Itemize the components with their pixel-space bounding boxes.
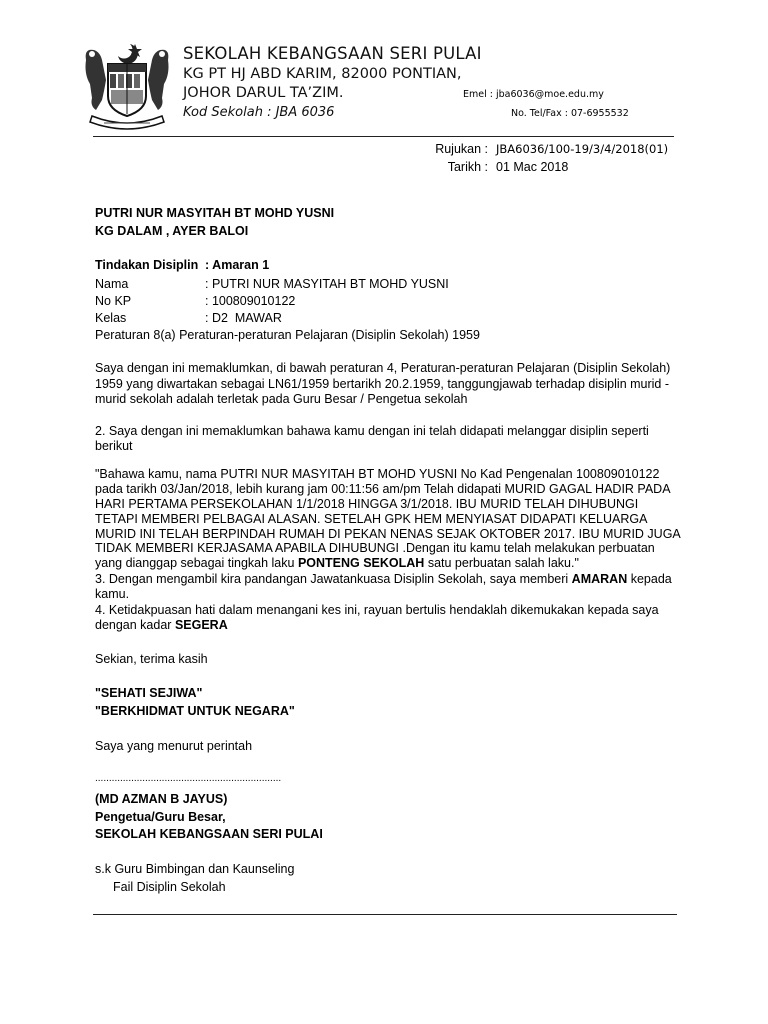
school-name: SEKOLAH KEBANGSAAN SERI PULAI — [183, 44, 482, 63]
quote-line6: TIDAK MEMBERI KERJASAMA APABILA DIHUBUNGI .Dengan itu kamu telah melakukan perbuatan — [95, 541, 655, 555]
closing-thanks: Sekian, terima kasih — [95, 652, 208, 666]
para4-line1: 4. Ketidakpuasan hati dalam menangani kes ini, rayuan bertulis hendaklah dikemukakan kepada saya — [95, 603, 659, 617]
rujukan-label: Rujukan : — [435, 142, 488, 156]
para3-text: 3. Dengan mengambil kira pandangan Jawatankuasa Disiplin Sekolah, saya memberi — [95, 572, 572, 586]
kp-value: : 100809010122 — [205, 294, 296, 308]
quote-line3: HARI PERTAMA PERSEKOLAHAN 1/1/2018 HINGGA 3/1/2018. IBU MURID TELAH DIHUBUNGI — [95, 497, 639, 511]
quote-line5: MURID INI TELAH BERPINDAH RUMAH DI PEKAN NENAS SEJAK OKTOBER 2017. IBU MURID JUGA — [95, 527, 681, 541]
rujukan-value: JBA6036/100-19/3/4/2018(01) — [496, 142, 669, 156]
cc-line1: s.k Guru Bimbingan dan Kaunseling — [95, 862, 295, 876]
quote-line1: "Bahawa kamu, nama PUTRI NUR MASYITAH BT MOHD YUSNI No Kad Pengenalan 100809010122 — [95, 467, 660, 481]
para1-line2: 1959 yang diwartakan sebagai LN61/1959 bertarikh 20.2.1959, tanggungjawab terhadap disiplin murid - — [95, 377, 670, 391]
quote-line4: TETAPI MEMBERI PELBAGAI ALASAN. SETELAH GPK HEM MENYIASAT DIDAPATI KELUARGA — [95, 512, 648, 526]
name-value: : PUTRI NUR MASYITAH BT MOHD YUSNI — [205, 277, 449, 291]
para4-line2 — [95, 618, 228, 634]
footer-divider — [93, 914, 677, 915]
school-address-line1: KG PT HJ ABD KARIM, 82000 PONTIAN, — [183, 66, 462, 82]
para2-line2: berikut — [95, 439, 133, 453]
school-email: Emel : jba6036@moe.edu.my — [463, 89, 604, 100]
signer-name: (MD AZMAN B JAYUS) — [95, 792, 228, 806]
school-code: Kod Sekolah : JBA 6036 — [183, 105, 335, 120]
recipient-address: KG DALAM , AYER BALOI — [95, 224, 249, 238]
quote-line7-text: yang dianggap sebagai tingkah laku — [95, 556, 298, 570]
header-divider — [93, 136, 674, 137]
para1-line3: murid sekolah adalah terletak pada Guru Besar / Pengetua sekolah — [95, 392, 468, 406]
school-phone: No. Tel/Fax : 07-6955532 — [511, 108, 629, 119]
action-value: : Amaran 1 — [205, 258, 270, 272]
action-label: Tindakan Disiplin — [95, 258, 199, 272]
cc-line2: Fail Disiplin Sekolah — [113, 880, 226, 894]
recipient-name: PUTRI NUR MASYITAH BT MOHD YUSNI — [95, 206, 335, 220]
quote-line2: pada tarikh 03/Jan/2018, lebih kurang jam 00:11:56 am/pm Telah didapati MURID GAGAL HADIR PADA — [95, 482, 671, 496]
para4-text: dengan kadar — [95, 618, 175, 632]
offence-highlight: PONTENG SEKOLAH — [297, 556, 425, 570]
quote-line7-end: satu perbuatan salah laku." — [424, 556, 579, 570]
signer-school: SEKOLAH KEBANGSAAN SERI PULAI — [95, 827, 323, 841]
school-address-line2: JOHOR DARUL TA’ZIM. — [183, 85, 344, 101]
regulation-line: Peraturan 8(a) Peraturan-peraturan Pelajaran (Disiplin Sekolah) 1959 — [95, 328, 480, 342]
para2-line1: 2. Saya dengan ini memaklumkan bahawa kamu dengan ini telah didapati melanggar disiplin seperti — [95, 424, 649, 438]
para1-line1: Saya dengan ini memaklumkan, di bawah peraturan 4, Peraturan-peraturan Pelajaran (Disiplin Sekolah) — [95, 361, 671, 375]
class-value: : D2 MAWAR — [205, 311, 282, 325]
class-label: Kelas — [95, 311, 127, 325]
para3-line1 — [95, 572, 672, 588]
malaysia-coat-of-arms-icon — [80, 40, 174, 132]
kp-label: No KP — [95, 294, 132, 308]
tarikh-label: Tarikh : — [447, 160, 488, 174]
quote-line7 — [95, 556, 579, 572]
urgency-highlight: SEGERA — [174, 618, 228, 632]
warning-highlight: AMARAN — [571, 572, 628, 586]
signature-line: ................................................................... — [95, 773, 282, 784]
signer-title: Pengetua/Guru Besar, — [95, 810, 226, 824]
motto-line1: "SEHATI SEJIWA" — [95, 686, 203, 700]
para3-text-end: kepada — [627, 572, 672, 586]
motto-line2: "BERKHIDMAT UNTUK NEGARA" — [95, 704, 295, 718]
closing-obedient: Saya yang menurut perintah — [95, 739, 253, 753]
name-label: Nama — [95, 277, 129, 291]
tarikh-value: 01 Mac 2018 — [496, 160, 569, 174]
para3-line2: kamu. — [95, 587, 130, 601]
